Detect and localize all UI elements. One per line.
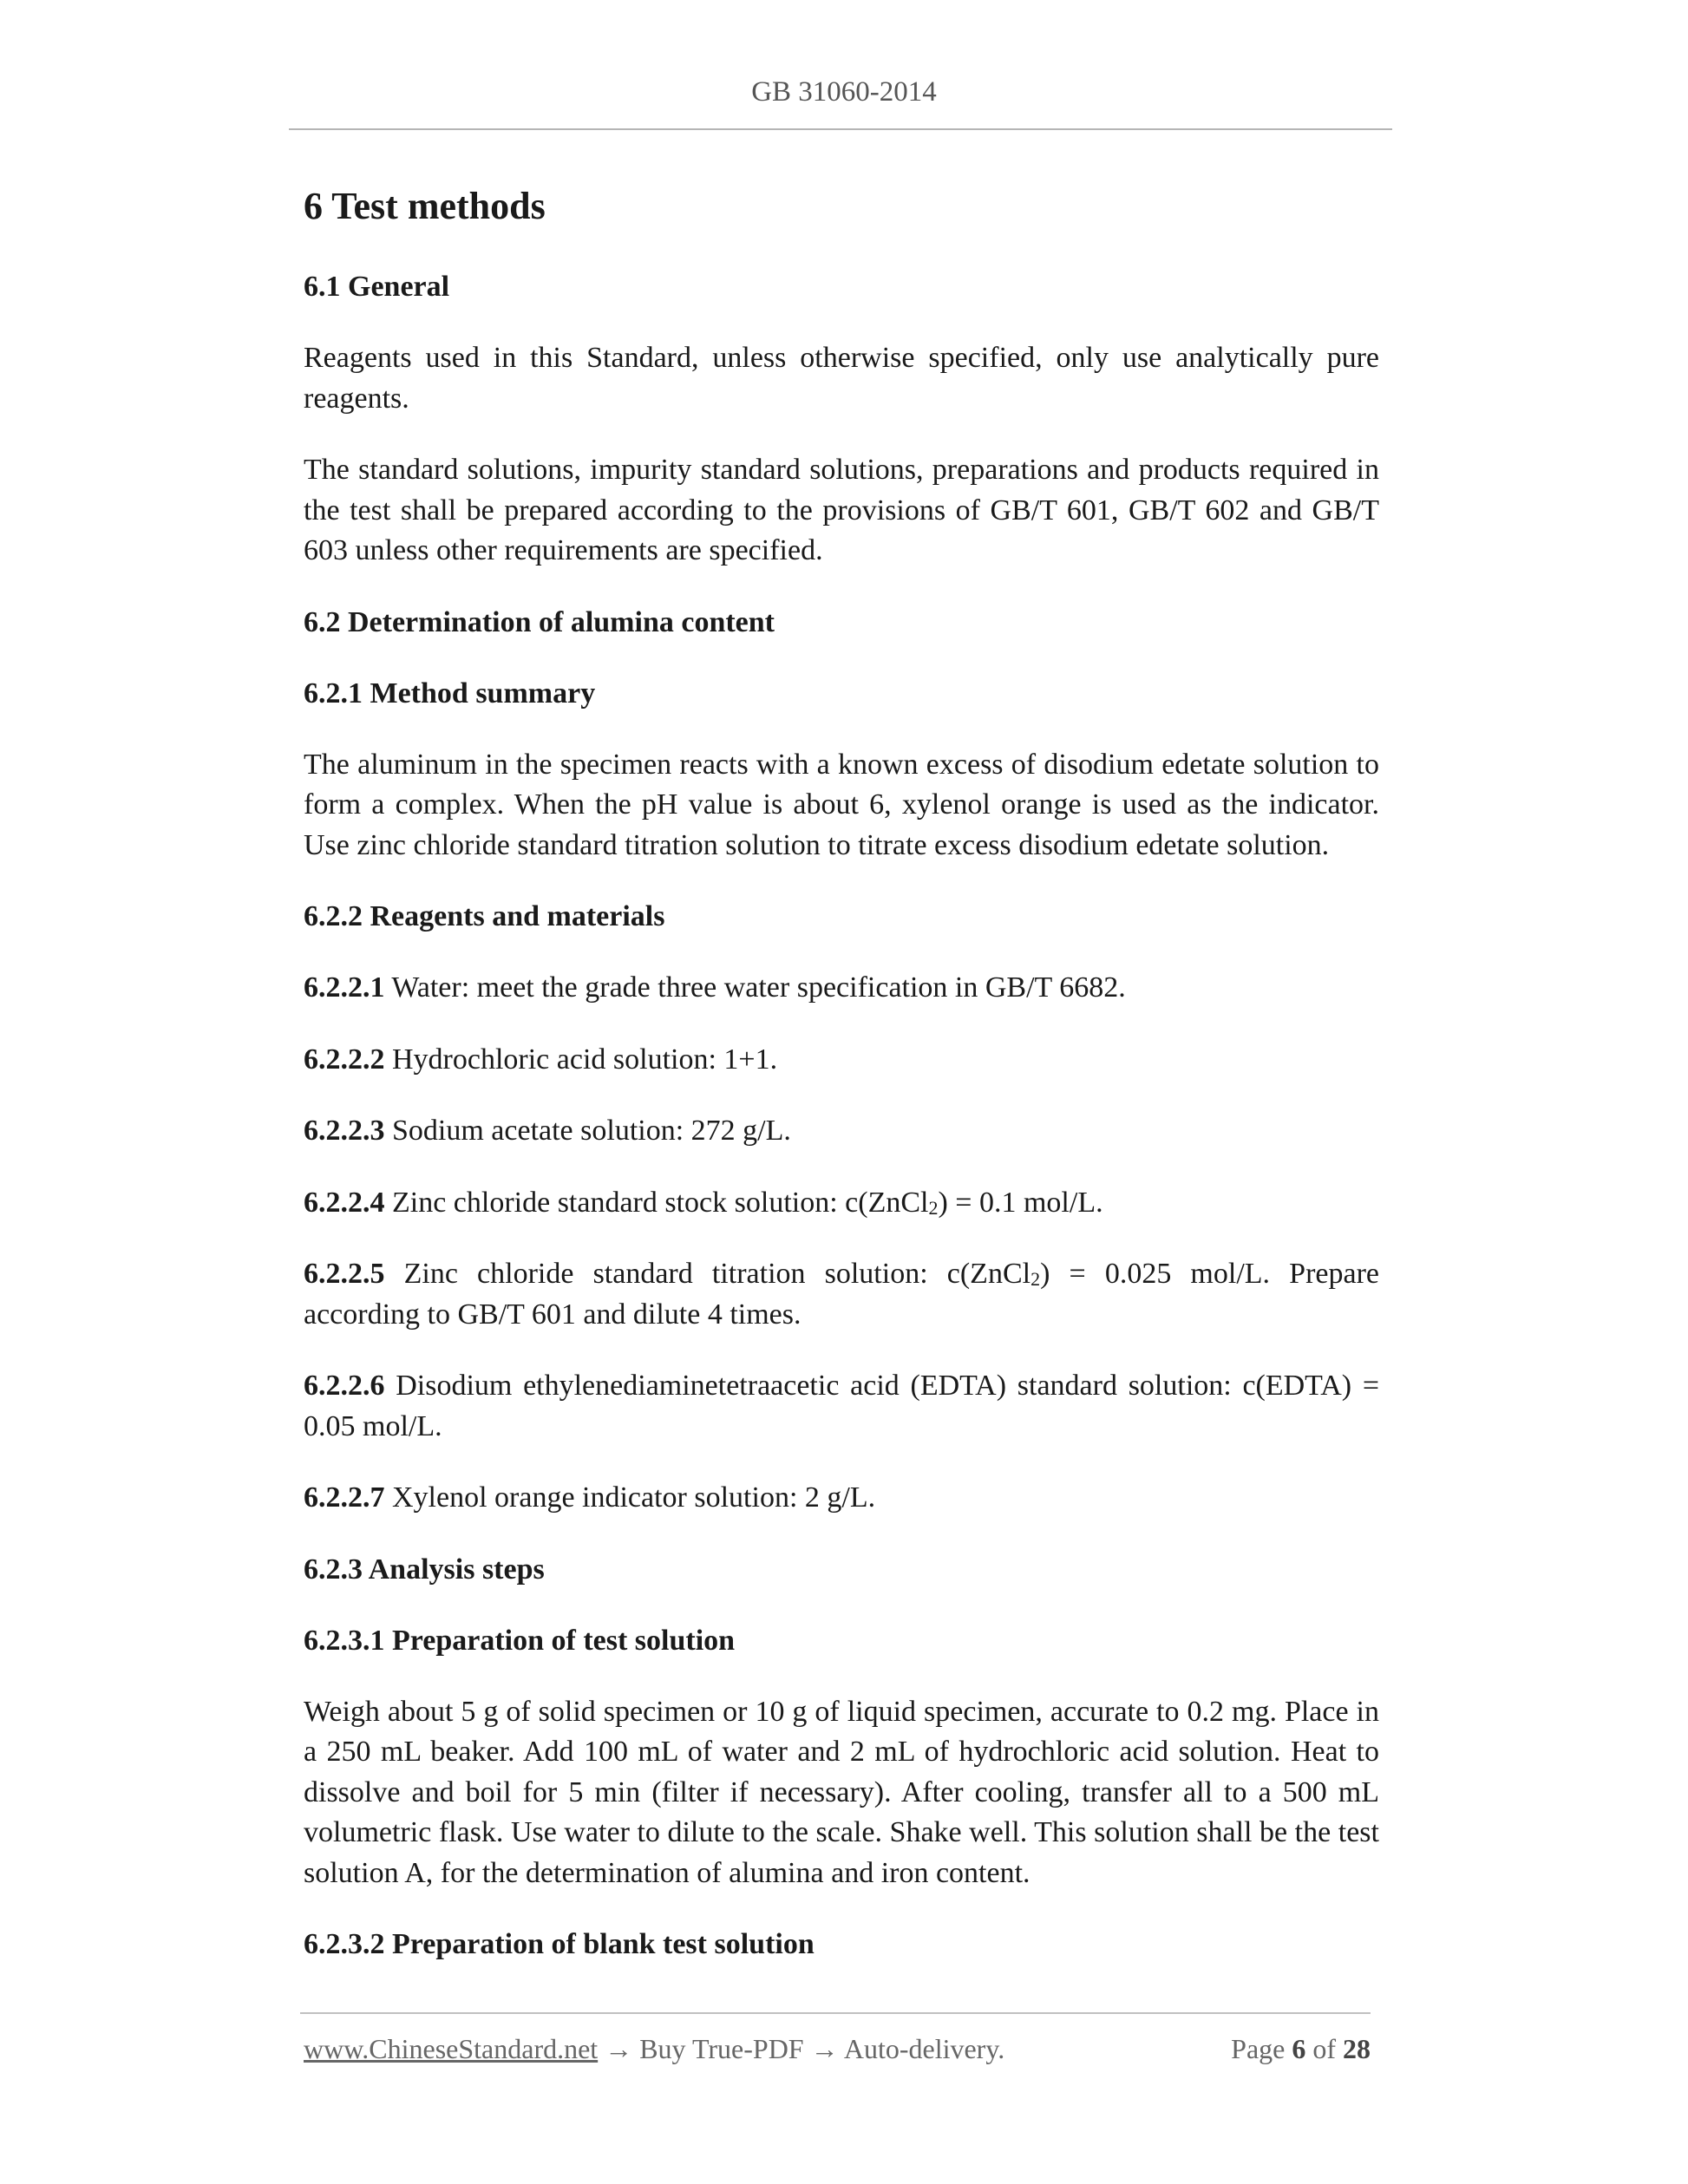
item-number: 6.2.2.4 [304,1186,385,1219]
section-6-1-paragraph-2: The standard solutions, impurity standard solutions, preparations and products required in the test shall be prepared according to the provisions of GB/T 601, GB/T 602 and GB/T 603 unless other requirements are specified. [304,454,1379,566]
running-header: GB 31060-2014 [751,76,937,108]
section-6-1-heading: 6.1 General [304,271,450,303]
item-6-2-2-6 [304,1366,1379,1447]
subscript: 2 [1030,1268,1041,1290]
item-number: 6.2.2.5 [304,1258,385,1290]
section-6-heading: 6 Test methods [304,185,546,227]
item-text-end: ) = 0.1 mol/L. [938,1186,1103,1219]
item-6-2-2-5 [304,1254,1379,1335]
item-text: Zinc chloride standard titration solution: c(ZnCl [384,1258,1031,1290]
item-text: Disodium ethylenediaminetetraacetic acid (EDTA) standard solution: c(EDTA) = 0.05 mol/L. [304,1370,1379,1442]
of-label: of [1312,2033,1336,2064]
arrow-right-icon: → [605,2033,633,2064]
subscript: 2 [928,1196,939,1219]
website-link[interactable]: www.ChineseStandard.net [304,2033,599,2064]
item-number: 6.2.2.2 [304,1043,385,1076]
footer-divider [300,2012,1371,2014]
item-text: Zinc chloride standard stock solution: c(ZnCl [384,1186,929,1219]
section-6-2-3-1-paragraph: Weigh about 5 g of solid specimen or 10 g of liquid specimen, accurate to 0.2 mg. Place in a 250 mL beaker. Add 100 mL of water and 2 mL of hydrochloric acid solution. Heat to dissolve and boil for 5 min (filter if necessary). After cooling, transfer all to a 500 mL volumetric flask. Use water to dilute to the scale. Shake well. This solution shall be the test solution A, for the determination of alumina and iron content. [304,1695,1379,1889]
item-number: 6.2.2.1 [304,971,385,1004]
item-number: 6.2.2.3 [304,1115,385,1147]
section-6-2-1-paragraph: The aluminum in the specimen reacts with a known excess of disodium edetate solution to form a complex. When the pH value is about 6, xylenol orange is used as the indicator. Use zinc chloride standard titration solution to titrate excess disodium edetate solution. [304,748,1379,861]
section-6-2-3-2-heading: 6.2.3.2 Preparation of blank test solution [304,1928,815,1960]
item-text: Water: meet the grade three water specification in GB/T 6682. [384,971,1126,1004]
current-page: 6 [1292,2033,1306,2064]
item-text: Hydrochloric acid solution: 1+1. [384,1043,778,1076]
item-number: 6.2.2.7 [304,1481,385,1514]
item-6-2-2-3 [304,1111,1379,1152]
arrow-right-icon: → [810,2033,839,2064]
item-6-2-2-4 [304,1183,1379,1224]
section-6-2-3-1-heading: 6.2.3.1 Preparation of test solution [304,1624,736,1657]
total-pages: 28 [1343,2033,1371,2064]
page-number [1231,2033,1371,2065]
item-text: Xylenol orange indicator solution: 2 g/L. [384,1481,876,1514]
section-6-2-heading: 6.2 Determination of alumina content [304,605,775,638]
item-6-2-2-1 [304,968,1379,1009]
buy-pdf-text: Buy True-PDF [639,2033,804,2064]
item-text-end: ) = 0.025 mol/L. Prepare according to GB/T 601 and dilute 4 times. [304,1258,1379,1331]
auto-delivery-text: Auto-delivery. [843,2033,1005,2064]
document-body [304,182,1379,1996]
section-6-2-2-heading: 6.2.2 Reagents and materials [304,900,665,932]
item-6-2-2-7 [304,1478,1379,1519]
page-label: Page [1231,2033,1286,2064]
section-6-1-paragraph-1: Reagents used in this Standard, unless otherwise specified, only use analytically pure reagents. [304,342,1379,415]
item-6-2-2-2 [304,1040,1379,1081]
header-divider [289,128,1392,130]
item-number: 6.2.2.6 [304,1370,385,1402]
footer-promo [304,2033,1004,2065]
item-text: Sodium acetate solution: 272 g/L. [384,1115,791,1147]
section-6-2-1-heading: 6.2.1 Method summary [304,677,596,709]
section-6-2-3-heading: 6.2.3 Analysis steps [304,1553,545,1586]
